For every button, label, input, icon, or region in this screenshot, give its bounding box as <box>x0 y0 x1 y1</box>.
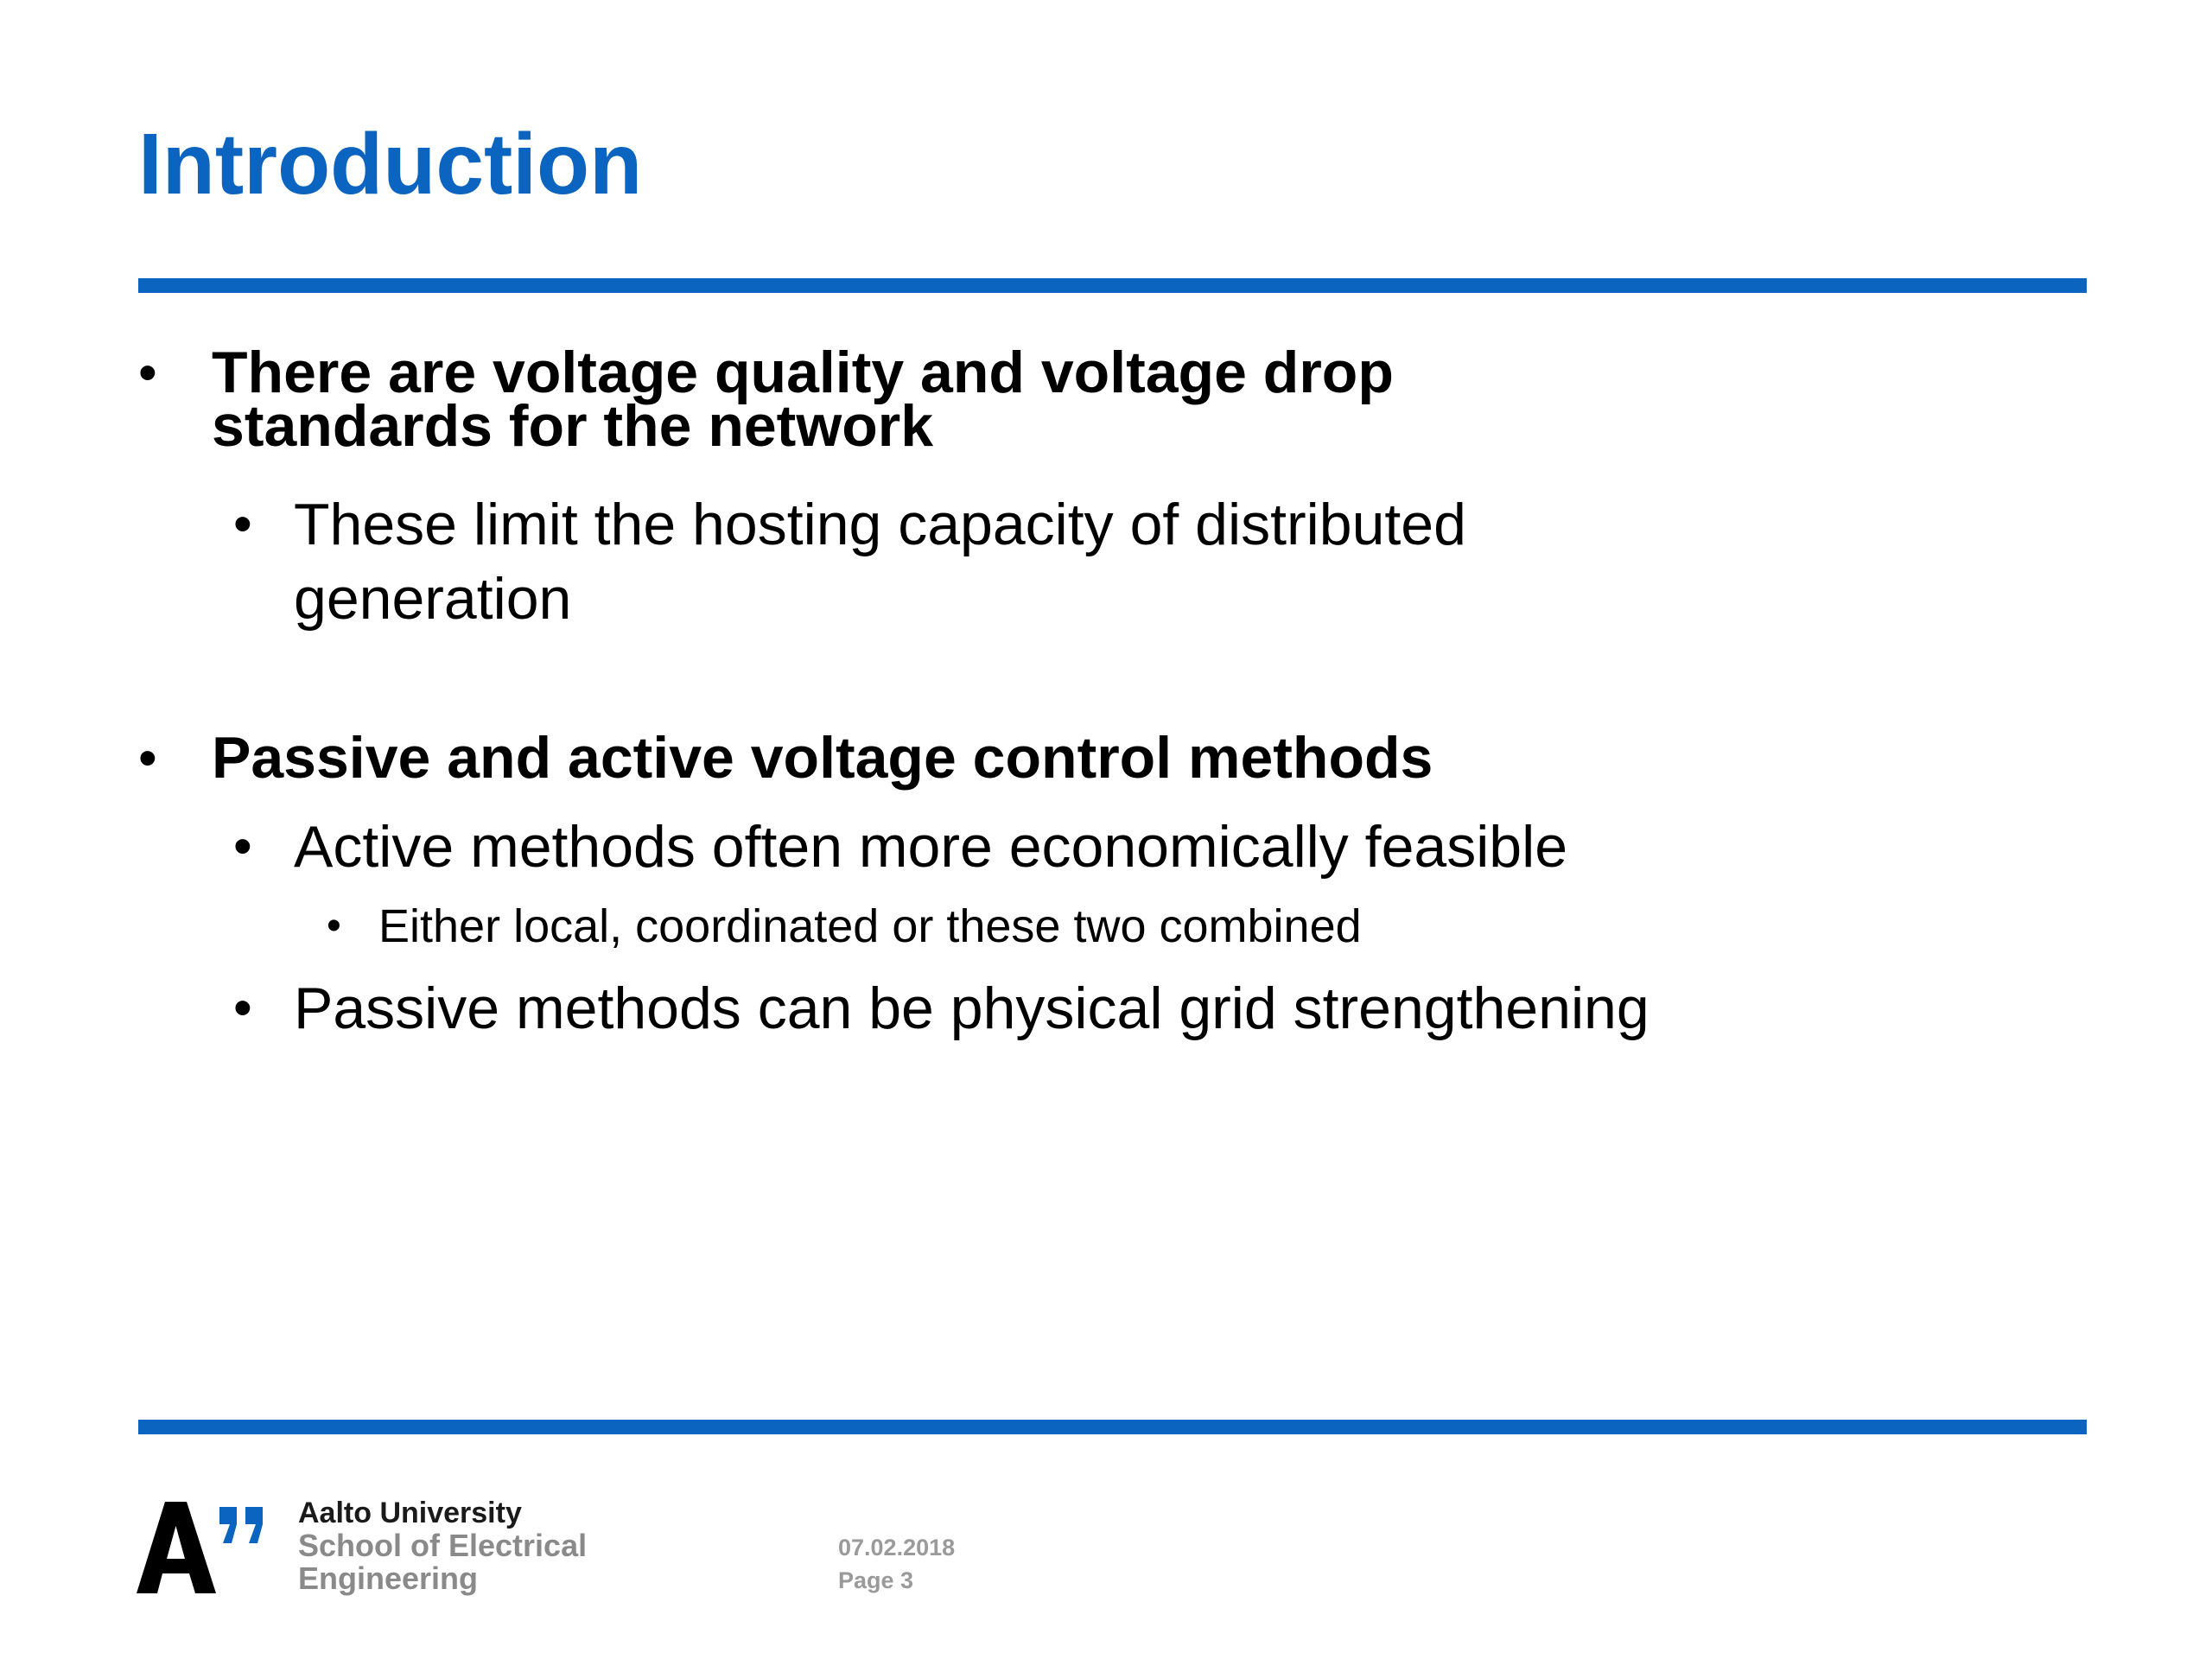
bullet-text: Active methods often more economically feasible <box>294 814 1568 880</box>
page-number: Page 3 <box>838 1567 914 1593</box>
bullet-dot: • <box>138 728 157 788</box>
bullet-text: Passive methods can be physical grid strengthening <box>294 976 1649 1041</box>
aalto-logo <box>137 1502 270 1593</box>
organization-name <box>298 1497 609 1595</box>
university-name: Aalto University <box>298 1497 522 1529</box>
bullet-text: These limit the hosting capacity of distributed generation <box>294 492 1466 632</box>
bullet-text: There are voltage quality and voltage drop standards for the network <box>212 340 1394 459</box>
bullet-text: Either local, coordinated or these two combined <box>378 900 1362 952</box>
bullet-control-methods <box>138 725 1681 791</box>
bullet-dot: • <box>233 817 252 876</box>
bullet-dot: • <box>138 343 157 403</box>
bullet-dot: • <box>233 494 252 554</box>
school-name: School of Electrical Engineering <box>298 1528 588 1596</box>
title-divider <box>138 278 2087 293</box>
slide-title: Introduction <box>138 116 643 213</box>
sub-bullet-active-methods <box>233 810 1694 884</box>
sub-bullet-hosting-capacity <box>233 487 1694 636</box>
slide-meta <box>838 1531 955 1597</box>
sub-bullet-passive-methods <box>233 971 1694 1046</box>
bullet-dot: • <box>327 903 341 949</box>
footer-divider <box>138 1420 2087 1434</box>
bullet-text: Passive and active voltage control methods <box>212 725 1433 791</box>
slide-date: 07.02.2018 <box>838 1535 956 1560</box>
bullet-voltage-standards <box>138 340 1681 459</box>
bullet-dot: • <box>233 978 252 1038</box>
sub-sub-bullet-local-coordinated <box>327 897 1761 956</box>
